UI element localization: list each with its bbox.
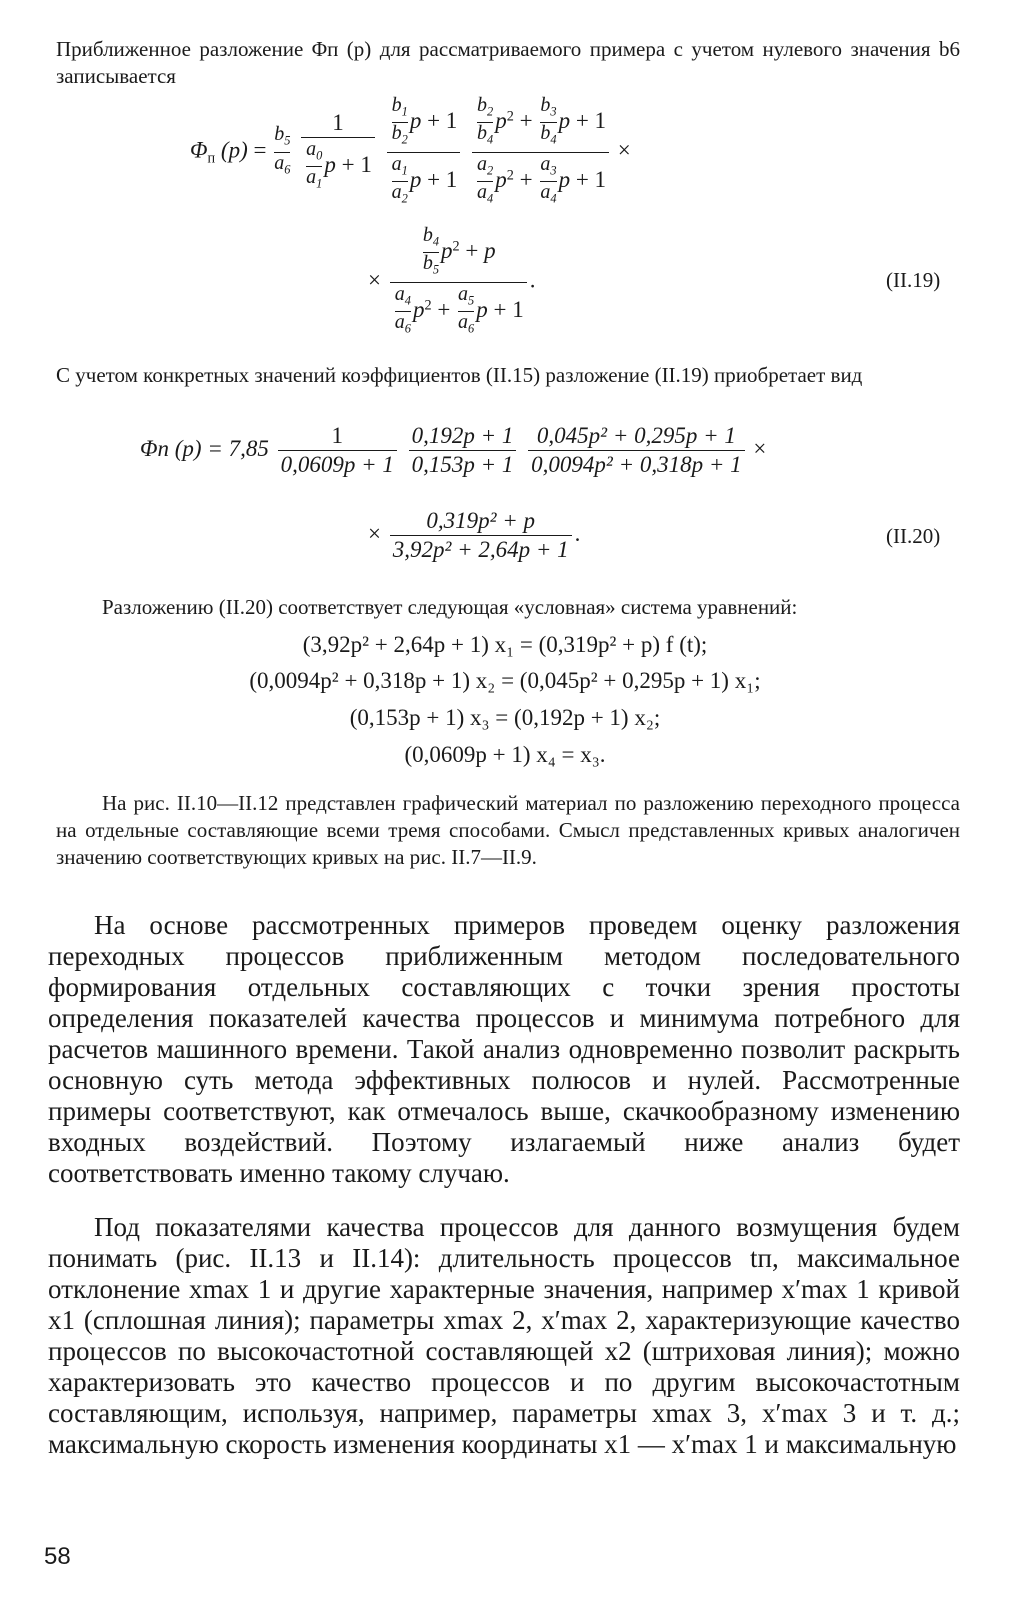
eq20-f1-den: 0,0609p + 1 [280, 452, 394, 477]
eq20-f2-num: 0,192p + 1 [409, 423, 517, 451]
system-equation-3: (0,153p + 1) x₃ = (0,192p + 1) x₂; [349, 705, 661, 730]
equation-ii20-line1: Φп (p) = 7,85 $\frac{1}{0,0609p + 1}$ $\frac{0,192p + 1}{0,153p + 1}$ $\frac{\text{0,045p² + 0,295p + 1}}{\text{0,0094p² + 0,318p + 1}}$ × [140, 423, 767, 477]
eq20-f2-den: 0,153p + 1 [411, 452, 514, 477]
equation-ii19-line2: × $\frac{b_4}{b_5}$ $p^2 + p$ $\frac{a_4}{a_6}$ $p^2$ + $\frac{a_5}{a_6}$ p + 1 . [368, 224, 536, 336]
paragraph-2: Под показателями качества процессов для данного возмущения будем понимать (рис. II.13 и II.14): длительность процессов tп, максимальное отклонение xmax 1 и другие характерные значения, например x′max 1 кривой x1 (сплошная линия); параметры xmax 2, x′max 2, характеризующие качество процессов по высокочастотной составляющей x2 (штриховая линия); можно характеризовать это качество процессов и по другим высокочастотным составляющим, используя, например, параметры xmax 3, x′max 3 и т. д.; максимальную скорость изменения координаты x1 — x′max 1 и максимальную [48, 1212, 960, 1459]
mid-text: С учетом конкретных значений коэффициентов (II.15) разложение (II.19) приобретает вид [56, 363, 863, 387]
system-equation-1: (3,92p² + 2,64p + 1) x₁ = (0,319p² + p) f (t); [302, 632, 708, 657]
eq20-f1-num: 1 [278, 423, 397, 451]
eq20-f3-den: 0,0094p² + 0,318p + 1 [531, 452, 742, 477]
equation-ii20-line2: × $\frac{\text{0,319p² + p}}{\text{3,92p² + 2,64p + 1}}$ . [368, 508, 581, 562]
system-intro: Разложению (II.20) соответствует следующая «условная» система уравнений: [102, 595, 798, 619]
eq20-f4-num: 0,319p² + p [390, 508, 572, 536]
eq20-f3-num: 0,045p² + 0,295p + 1 [528, 423, 744, 451]
eq20-lhs: Φп (p) = 7,85 [140, 435, 269, 461]
equation-ii20-number: (II.20) [886, 524, 941, 548]
page-number: 58 [44, 1543, 71, 1570]
intro-text: Приближенное разложение Φп (p) для рассматриваемого примера с учетом нулевого значения b6 записывается [56, 37, 960, 88]
equation-ii19-line1: $\Phi_п$ (p) = $\frac{b_5}{a_6}$ 1 $\frac{a_0}{a_1}$ p + 1 $\frac{b_1}{b_2}$ p + 1 $\frac{a_1}{a_2}$ p + 1 $\frac{b_2}{b_4}$ $p^2$ + $\frac{b_3}{b_4}$ p + 1 $\frac{a_2}{a_4}$ $p^2$ + $\frac{a_3}{a_4}$ p + 1 × [190, 94, 631, 206]
figure-note: На рис. II.10—II.12 представлен графический материал по разложению переходного процесса на отдельные составляющие всеми тремя способами. Смысл представленных кривых аналогичен значению соответствующих кривых на рис. II.7—II.9. [56, 791, 960, 869]
paragraph-1: На основе рассмотренных примеров проведем оценку разложения переходных процессов приближенным методом последовательного формирования отдельных составляющих с точки зрения простоты определения показателей качества процессов и минимума потребного для расчетов машинного времени. Такой анализ одновременно позволит раскрыть основную суть метода эффективных полюсов и нулей. Рассмотренные примеры соответствуют, как отмечалось выше, скачкообразному изменению входных воздействий. Поэтому излагаемый ниже анализ будет соответствовать именно такому случаю. [48, 910, 960, 1188]
equation-ii19-number: (II.19) [886, 268, 941, 292]
eq20-f4-den: 3,92p² + 2,64p + 1 [392, 537, 569, 562]
system-equation-4: (0,0609p + 1) x₄ = x₃. [404, 742, 606, 767]
system-equation-2: (0,0094p² + 0,318p + 1) x₂ = (0,045p² + 0,295p + 1) x₁; [249, 668, 761, 693]
